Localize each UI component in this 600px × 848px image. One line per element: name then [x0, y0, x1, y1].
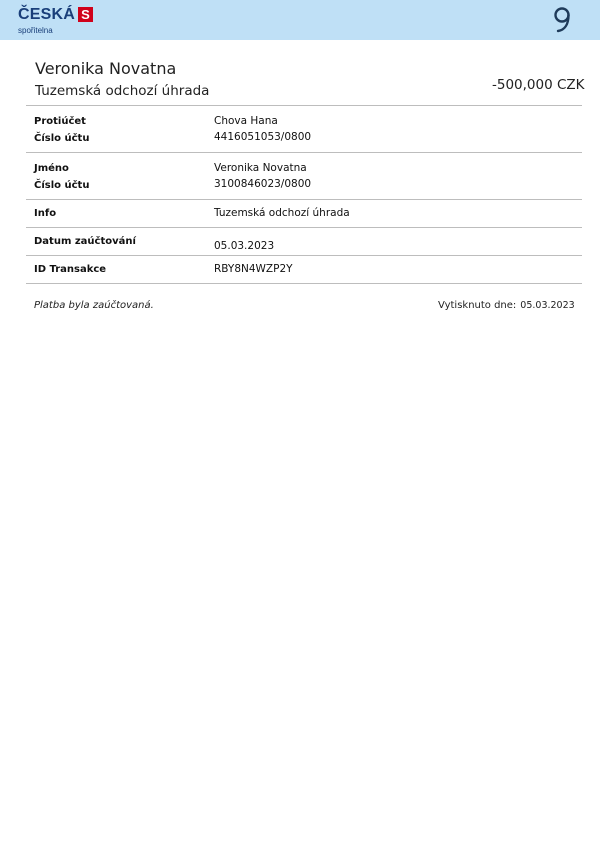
counterparty-label: Protiúčet: [34, 116, 86, 127]
divider: [26, 199, 582, 200]
transaction-amount: -500,000 CZK: [492, 77, 585, 93]
divider: [26, 105, 582, 106]
transaction-id-value: RBY8N4WZP2Y: [214, 263, 293, 275]
counterparty-value: Chova Hana: [214, 115, 278, 127]
printed-date: 05.03.2023: [520, 300, 575, 311]
account-value: 3100846023/0800: [214, 178, 312, 190]
info-value: Tuzemská odchozí úhrada: [214, 207, 350, 219]
divider: [26, 152, 582, 153]
brand-subtitle: spořitelna: [18, 26, 53, 35]
george-logo-icon: [550, 6, 574, 34]
bank-logo: [18, 7, 93, 36]
posting-date-label: Datum zaúčtování: [34, 236, 136, 247]
brand-mark-icon: [78, 7, 93, 22]
printed-label: Vytisknuto dne:: [438, 300, 517, 311]
svg-text:S: S: [81, 7, 90, 22]
divider: [26, 255, 582, 256]
divider: [26, 227, 582, 228]
posting-date-value: 05.03.2023: [214, 240, 275, 252]
bank-header: [0, 0, 600, 40]
name-label: Jméno: [34, 163, 69, 174]
counter-account-value: 4416051053/0800: [214, 131, 312, 143]
divider: [26, 283, 582, 284]
info-label: Info: [34, 208, 57, 219]
transaction-type: Tuzemská odchozí úhrada: [35, 83, 210, 99]
printed-on: [438, 300, 575, 311]
account-holder-name: Veronika Novatna: [35, 59, 177, 78]
transaction-id-label: ID Transakce: [34, 264, 107, 275]
counter-account-label: Číslo účtu: [34, 133, 90, 144]
brand-name: ČESKÁ: [18, 6, 76, 23]
account-label: Číslo účtu: [34, 180, 90, 191]
name-value: Veronika Novatna: [214, 162, 307, 174]
payment-status: Platba byla zaúčtovaná.: [34, 300, 154, 311]
